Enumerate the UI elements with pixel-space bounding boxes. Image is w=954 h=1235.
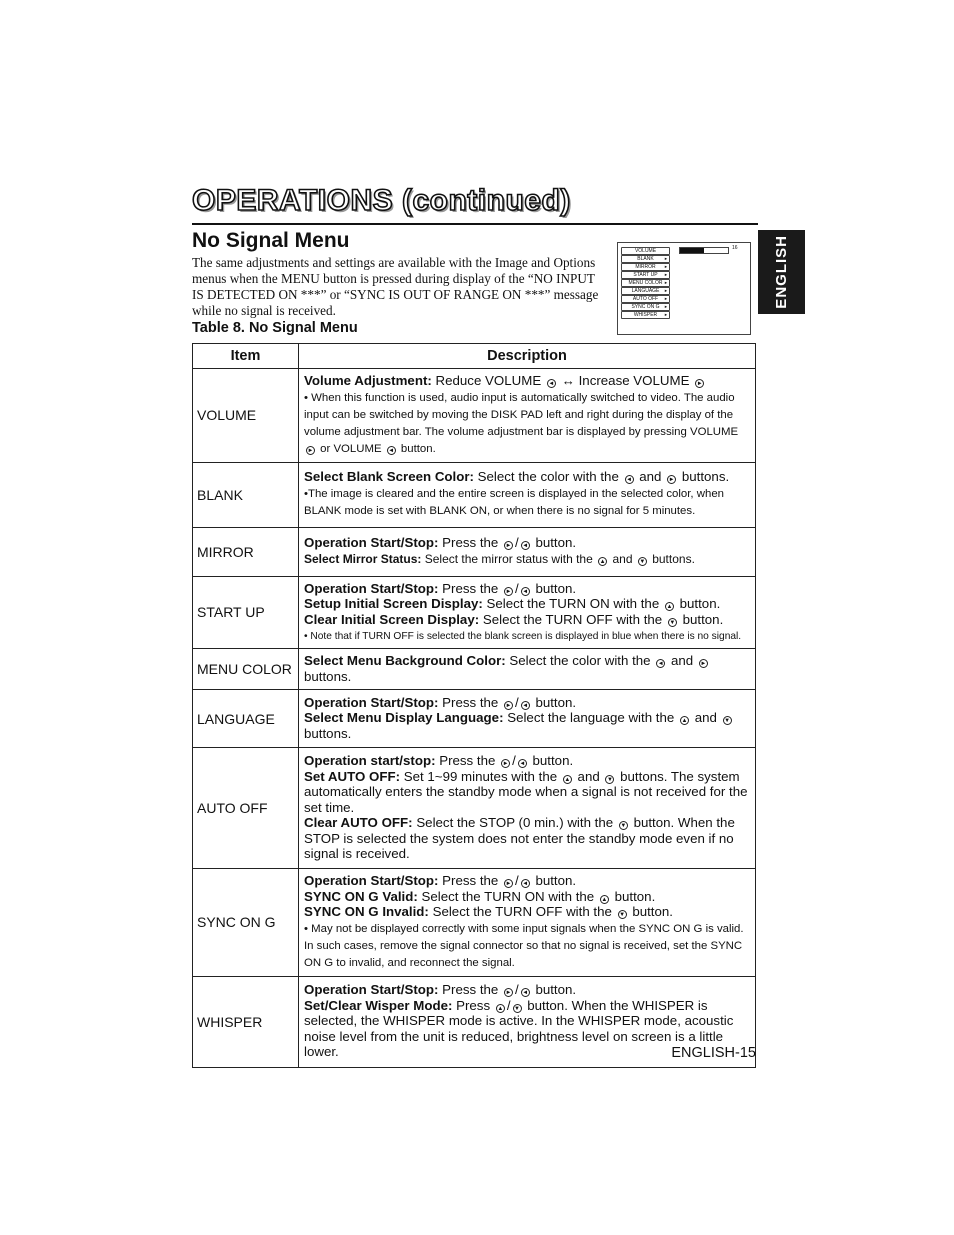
menu-preview-arrow-icon: ► — [664, 288, 668, 293]
table-caption: Table 8. No Signal Menu — [192, 320, 358, 336]
menu-preview-item: START UP ► — [621, 271, 670, 279]
up-button-icon: ▲ — [497, 1005, 504, 1012]
table-row — [193, 869, 756, 977]
description-cell: Operation Start/Stop: Press the ► / ◄ button. Select Mirror Status: Select the mirror status with the ▲ and ▼ buttons. — [299, 527, 756, 576]
menu-preview-item: MIRROR ► — [621, 263, 670, 271]
table-row — [193, 527, 756, 576]
menu-preview-item: AUTO OFF ► — [621, 295, 670, 303]
no-signal-menu-table — [192, 343, 756, 1068]
description-cell: Volume Adjustment: Reduce VOLUME ◄ ↔ Increase VOLUME ► • When this function is used, audio input is automatically switched to video. The audio input can be switched by moving the DISK PAD left and right during the display of the volume adjustment bar. The volume adjustment bar is displayed by pressing VOLUME ► or VOLUME ◄ button. — [299, 369, 756, 463]
left-button-icon: ◄ — [522, 543, 529, 549]
table-row — [193, 576, 756, 649]
table-header-row — [193, 344, 756, 369]
item-cell: MIRROR — [193, 527, 299, 576]
right-button-icon: ► — [700, 661, 707, 667]
left-button-icon: ◄ — [519, 761, 526, 768]
down-button-icon: ▼ — [724, 718, 731, 725]
volume-bar-fill — [680, 248, 704, 253]
menu-preview-item: WHISPER ► — [621, 311, 670, 319]
column-header-description: Description — [299, 344, 756, 369]
item-cell: BLANK — [193, 462, 299, 527]
menu-preview-item: VOLUME — [621, 247, 670, 255]
right-button-icon: ► — [505, 543, 512, 549]
menu-preview-arrow-icon: ► — [664, 256, 668, 261]
menu-preview-arrow-icon: ► — [664, 296, 668, 301]
volume-value: 16 — [732, 245, 738, 251]
table-row — [193, 690, 756, 748]
item-cell: MENU COLOR — [193, 649, 299, 690]
table-row — [193, 748, 756, 869]
item-cell: SYNC ON G — [193, 869, 299, 977]
menu-preview-item: BLANK ► — [621, 255, 670, 263]
language-side-tab — [758, 230, 805, 314]
item-cell: AUTO OFF — [193, 748, 299, 869]
side-tab-label: ENGLISH — [773, 235, 790, 309]
right-button-icon: ► — [505, 881, 512, 887]
menu-preview-arrow-icon: ► — [664, 272, 668, 277]
menu-preview-arrow-icon: ► — [664, 312, 668, 317]
intro-paragraph: The same adjustments and settings are available with the Image and Options menus when the MENU button is pressed during display of the “NO INPUT IS DETECTED ON ***” or “SYNC IS OUT OF RANGE ON ***” message while no signal is received. — [192, 255, 599, 318]
right-button-icon: ► — [505, 702, 512, 709]
menu-preview-item: LANGUAGE ► — [621, 287, 670, 295]
left-button-icon: ◄ — [522, 702, 529, 709]
left-button-icon: ◄ — [522, 588, 529, 595]
down-button-icon: ▼ — [620, 823, 627, 830]
right-button-icon: ► — [307, 447, 314, 454]
left-button-icon: ◄ — [522, 990, 529, 997]
description-cell: Operation Start/Stop: Press the ► / ◄ button. SYNC ON G Valid: Select the TURN ON with the ▲ button. SYNC ON G Invalid: Select the TURN OFF with the ▼ button. • May not be displayed correctly with some input signals when the SYNC ON G is valid. In such cases, remove the signal connector so that no signal is received, set the SYNC ON G to invalid, and reconnect the signal. — [299, 869, 756, 977]
down-button-icon: ▼ — [639, 558, 646, 565]
down-button-icon: ▼ — [606, 776, 613, 783]
section-title: No Signal Menu — [192, 229, 350, 252]
down-button-icon: ▼ — [619, 912, 626, 918]
down-button-icon: ▼ — [669, 619, 676, 626]
description-cell: Operation Start/Stop: Press the ► / ◄ button. Setup Initial Screen Display: Select the TURN ON with the ▲ button. Clear Initial Screen Display: Select the TURN OFF with the ▼ button. • Note that if TURN OFF is selected the blank screen is displayed in blue when there is no signal. — [299, 576, 756, 649]
menu-preview-item: MENU COLOR ► — [621, 279, 670, 287]
up-button-icon: ▲ — [599, 558, 606, 565]
description-cell: Operation Start/Stop: Press the ► / ◄ button. Set/Clear Wisper Mode: Press ▲ / ▼ button. When the WHISPER is selected, the WHISPER mode is active. In the WHISPER mode, acoustic noise level from the unit is reduced, brightness level on screen is a little lower. — [299, 976, 756, 1067]
up-button-icon: ▲ — [666, 604, 673, 610]
item-cell: WHISPER — [193, 976, 299, 1067]
left-button-icon: ◄ — [626, 477, 633, 484]
item-cell: START UP — [193, 576, 299, 649]
table-row — [193, 462, 756, 527]
left-button-icon: ◄ — [388, 447, 395, 454]
down-button-icon: ▼ — [514, 1005, 520, 1012]
left-button-icon: ◄ — [657, 661, 664, 667]
menu-preview-item: SYNC ON G ► — [621, 303, 670, 311]
item-cell: VOLUME — [193, 369, 299, 463]
table-row — [193, 649, 756, 690]
description-cell: Operation Start/Stop: Press the ► / ◄ button. Select Menu Display Language: Select the language with the ▲ and ▼ buttons. — [299, 690, 756, 748]
menu-preview-arrow-icon: ► — [664, 280, 668, 285]
table-row — [193, 369, 756, 463]
page-heading-title: OPERATIONS (continued) — [192, 184, 571, 217]
up-button-icon: ▲ — [681, 718, 688, 725]
page-number: ENGLISH-15 — [671, 1045, 756, 1061]
right-button-icon: ► — [668, 477, 675, 484]
description-cell: Select Blank Screen Color: Select the color with the ◄ and ► buttons. •The image is cleared and the entire screen is displayed in the selected color, when BLANK mode is set with BLANK ON, or when there is no signal for 5 minutes. — [299, 462, 756, 527]
column-header-item: Item — [193, 344, 299, 369]
left-button-icon: ◄ — [548, 381, 555, 387]
volume-bar — [679, 247, 729, 254]
left-button-icon: ◄ — [522, 881, 529, 887]
item-cell: LANGUAGE — [193, 690, 299, 748]
up-button-icon: ▲ — [601, 896, 608, 903]
right-button-icon: ► — [696, 381, 703, 387]
up-button-icon: ▲ — [564, 776, 571, 783]
menu-preview-arrow-icon: ► — [664, 304, 668, 309]
description-cell: Operation start/stop: Press the ► / ◄ button. Set AUTO OFF: Set 1~99 minutes with the ▲ and ▼ buttons. The system automatically enters the standby mode when a signal is not received for the set time. Clear AUTO OFF: Select the STOP (0 min.) with the ▼ button. When the STOP is selected the system does not enter the standby mode even if no signal is received. — [299, 748, 756, 869]
double-arrow-icon: ↔ — [561, 373, 575, 388]
menu-preview-illustration — [617, 242, 751, 335]
page-heading — [192, 183, 758, 225]
right-button-icon: ► — [502, 761, 509, 768]
menu-preview-arrow-icon: ► — [664, 264, 668, 269]
right-button-icon: ► — [505, 588, 512, 595]
right-button-icon: ► — [505, 990, 512, 997]
description-cell: Select Menu Background Color: Select the color with the ◄ and ► buttons. — [299, 649, 756, 690]
